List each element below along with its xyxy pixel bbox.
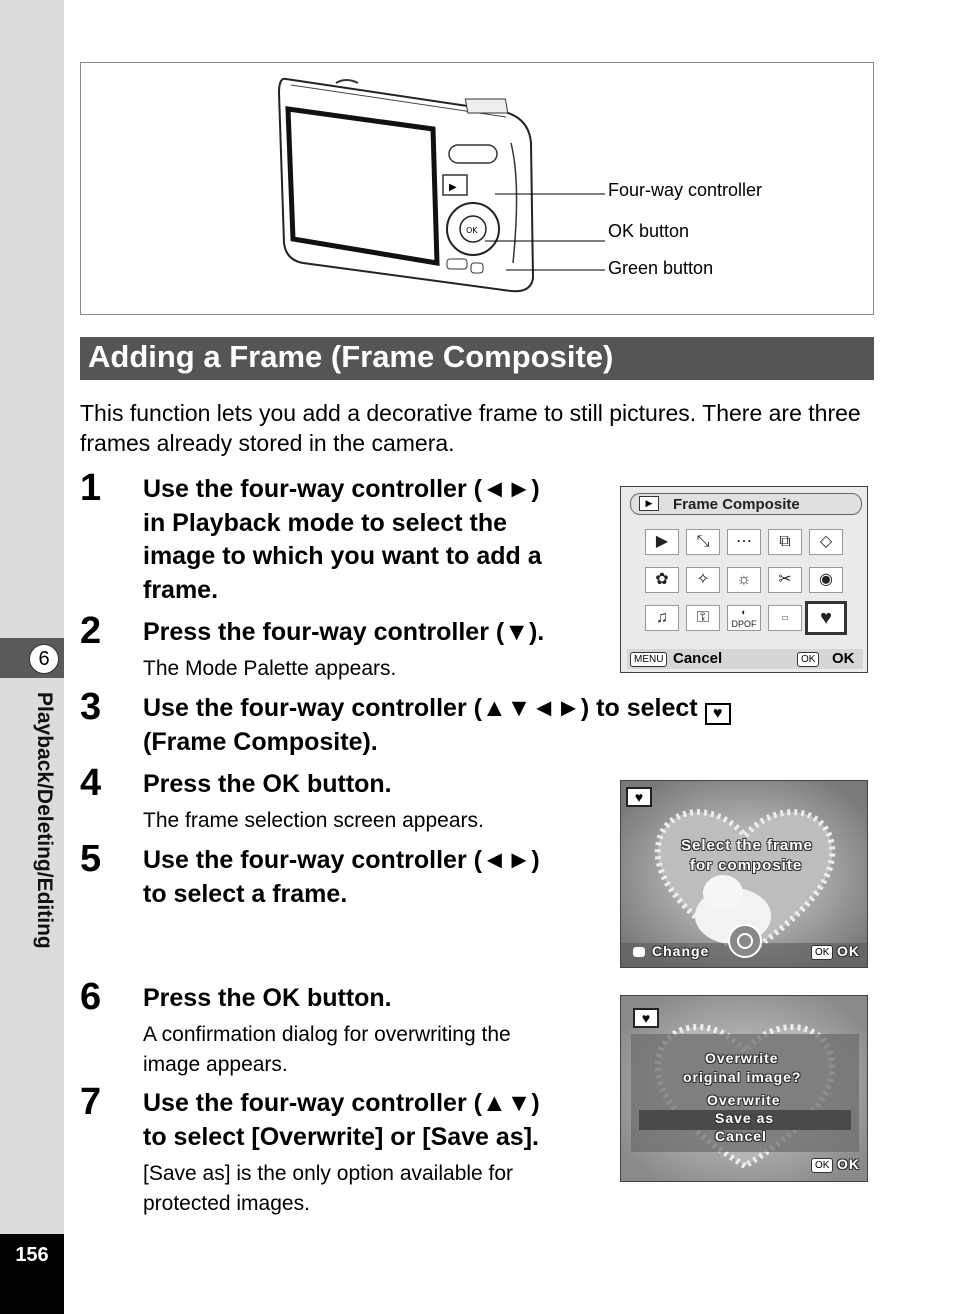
red-eye-edit-icon[interactable]: ◉ xyxy=(809,567,843,593)
step-line: image to which you want to add a xyxy=(143,542,542,570)
change-label[interactable]: Change xyxy=(652,943,710,959)
frame-composite-icon[interactable]: ♥ xyxy=(805,601,847,635)
callout-green-button: Green button xyxy=(608,258,714,278)
ok-label[interactable]: OK xyxy=(837,943,860,959)
step-7-note xyxy=(143,1159,513,1219)
svg-text:▶: ▶ xyxy=(449,182,457,193)
note-line: image appears. xyxy=(143,1053,288,1076)
digital-filter-icon[interactable]: ✧ xyxy=(686,567,720,593)
step-line: in Playback mode to select the xyxy=(143,508,508,537)
step-line: frame. xyxy=(143,575,219,604)
option-cancel[interactable]: Cancel xyxy=(715,1128,767,1144)
cancel-label[interactable]: Cancel xyxy=(673,650,723,667)
step-line: Use the four-way controller (▲▼◄►) to select xyxy=(143,694,698,722)
playback-icon: ▶ xyxy=(639,496,659,511)
step-number: 5 xyxy=(80,838,102,880)
step-2-text: Press the four-way controller (▼). xyxy=(143,618,545,646)
frame-composite-icon: ♥ xyxy=(705,703,731,725)
step-line: Use the four-way controller (▲▼) xyxy=(143,1089,540,1117)
ok-label[interactable]: OK xyxy=(837,1156,860,1172)
camera-diagram xyxy=(80,62,874,315)
frame-message-line2: for composite xyxy=(690,857,803,874)
note-line: [Save as] is the only option available for xyxy=(143,1162,514,1185)
step-number: 1 xyxy=(80,467,102,509)
ok-key-icon: OK xyxy=(811,945,833,960)
step-4-text: Press the OK button. xyxy=(143,770,392,798)
step-line: Use the four-way controller (◄►) xyxy=(143,475,540,503)
callout-four-way-controller: Four-way controller xyxy=(608,180,763,200)
voice-memo-icon[interactable]: ♫ xyxy=(645,605,679,631)
ok-key-icon: OK xyxy=(811,1158,833,1173)
step-3-text xyxy=(143,692,731,759)
dpof-icon[interactable]: ◐ DPOF xyxy=(727,605,761,631)
step-line: (Frame Composite). xyxy=(143,727,378,756)
slideshow-icon[interactable]: ▶ xyxy=(645,529,679,555)
overwrite-confirm-screen xyxy=(620,995,868,1182)
step-number: 6 xyxy=(80,976,102,1018)
confirm-question-line1: Overwrite xyxy=(705,1050,779,1066)
color-filter-icon[interactable]: ✿ xyxy=(645,567,679,593)
svg-text:OK: OK xyxy=(466,226,478,235)
protect-icon[interactable]: ⚿ xyxy=(686,605,720,631)
step-2-note: The Mode Palette appears. xyxy=(143,657,397,680)
palette-footer xyxy=(627,649,863,669)
movie-edit-icon[interactable]: ✂ xyxy=(768,567,802,593)
step-7-text xyxy=(143,1087,540,1154)
step-6-note xyxy=(143,1020,511,1080)
step-number: 3 xyxy=(80,686,102,728)
step-6-text: Press the OK button. xyxy=(143,984,392,1012)
chapter-number: 6 xyxy=(29,644,59,674)
frame-selection-screen xyxy=(620,780,868,968)
chapter-title: Playback/Deleting/Editing xyxy=(33,692,56,949)
option-overwrite[interactable]: Overwrite xyxy=(707,1092,781,1108)
intro-paragraph: This function lets you add a decorative frame to still pictures. There are three frames already stored in the camera. xyxy=(80,400,861,456)
step-number: 7 xyxy=(80,1081,102,1123)
confirm-question-line2: original image? xyxy=(683,1069,802,1085)
image-copy-icon[interactable]: ⧉ xyxy=(768,529,802,555)
note-line: A confirmation dialog for overwriting the xyxy=(143,1023,511,1046)
palette-header xyxy=(630,493,862,515)
ok-key-icon: OK xyxy=(797,652,819,667)
green-button-icon xyxy=(633,947,645,957)
option-save-as[interactable]: Save as xyxy=(715,1110,775,1126)
frame-composite-icon: ♥ xyxy=(633,1008,659,1028)
rotate-icon[interactable]: ◇ xyxy=(809,529,843,555)
step-number: 4 xyxy=(80,762,102,804)
page-number: 156 xyxy=(15,1244,49,1266)
menu-key-icon: MENU xyxy=(630,652,667,667)
step-line: to select a frame. xyxy=(143,879,348,908)
step-number: 2 xyxy=(80,610,102,652)
callout-ok-button: OK button xyxy=(608,221,690,241)
frame-composite-icon: ♥ xyxy=(626,787,652,807)
section-title: Adding a Frame (Frame Composite) xyxy=(88,339,614,374)
step-line: to select [Overwrite] or [Save as]. xyxy=(143,1122,539,1151)
step-5-text xyxy=(143,844,540,911)
ok-label[interactable]: OK xyxy=(832,650,855,667)
resize-icon[interactable]: ⤡ xyxy=(686,529,720,555)
palette-title: Frame Composite xyxy=(673,496,800,513)
note-line: protected images. xyxy=(143,1192,310,1215)
step-1-text xyxy=(143,473,542,607)
cropping-icon[interactable]: ⋯ xyxy=(727,529,761,555)
step-4-note: The frame selection screen appears. xyxy=(143,809,484,832)
brightness-filter-icon[interactable]: ☼ xyxy=(727,567,761,593)
frame-message-line1: Select the frame xyxy=(681,837,813,854)
step-line: Use the four-way controller (◄►) xyxy=(143,846,540,874)
mode-palette-screen xyxy=(620,486,868,673)
heart-frame-image xyxy=(621,781,868,968)
start-up-screen-icon[interactable]: ▭ xyxy=(768,605,802,631)
